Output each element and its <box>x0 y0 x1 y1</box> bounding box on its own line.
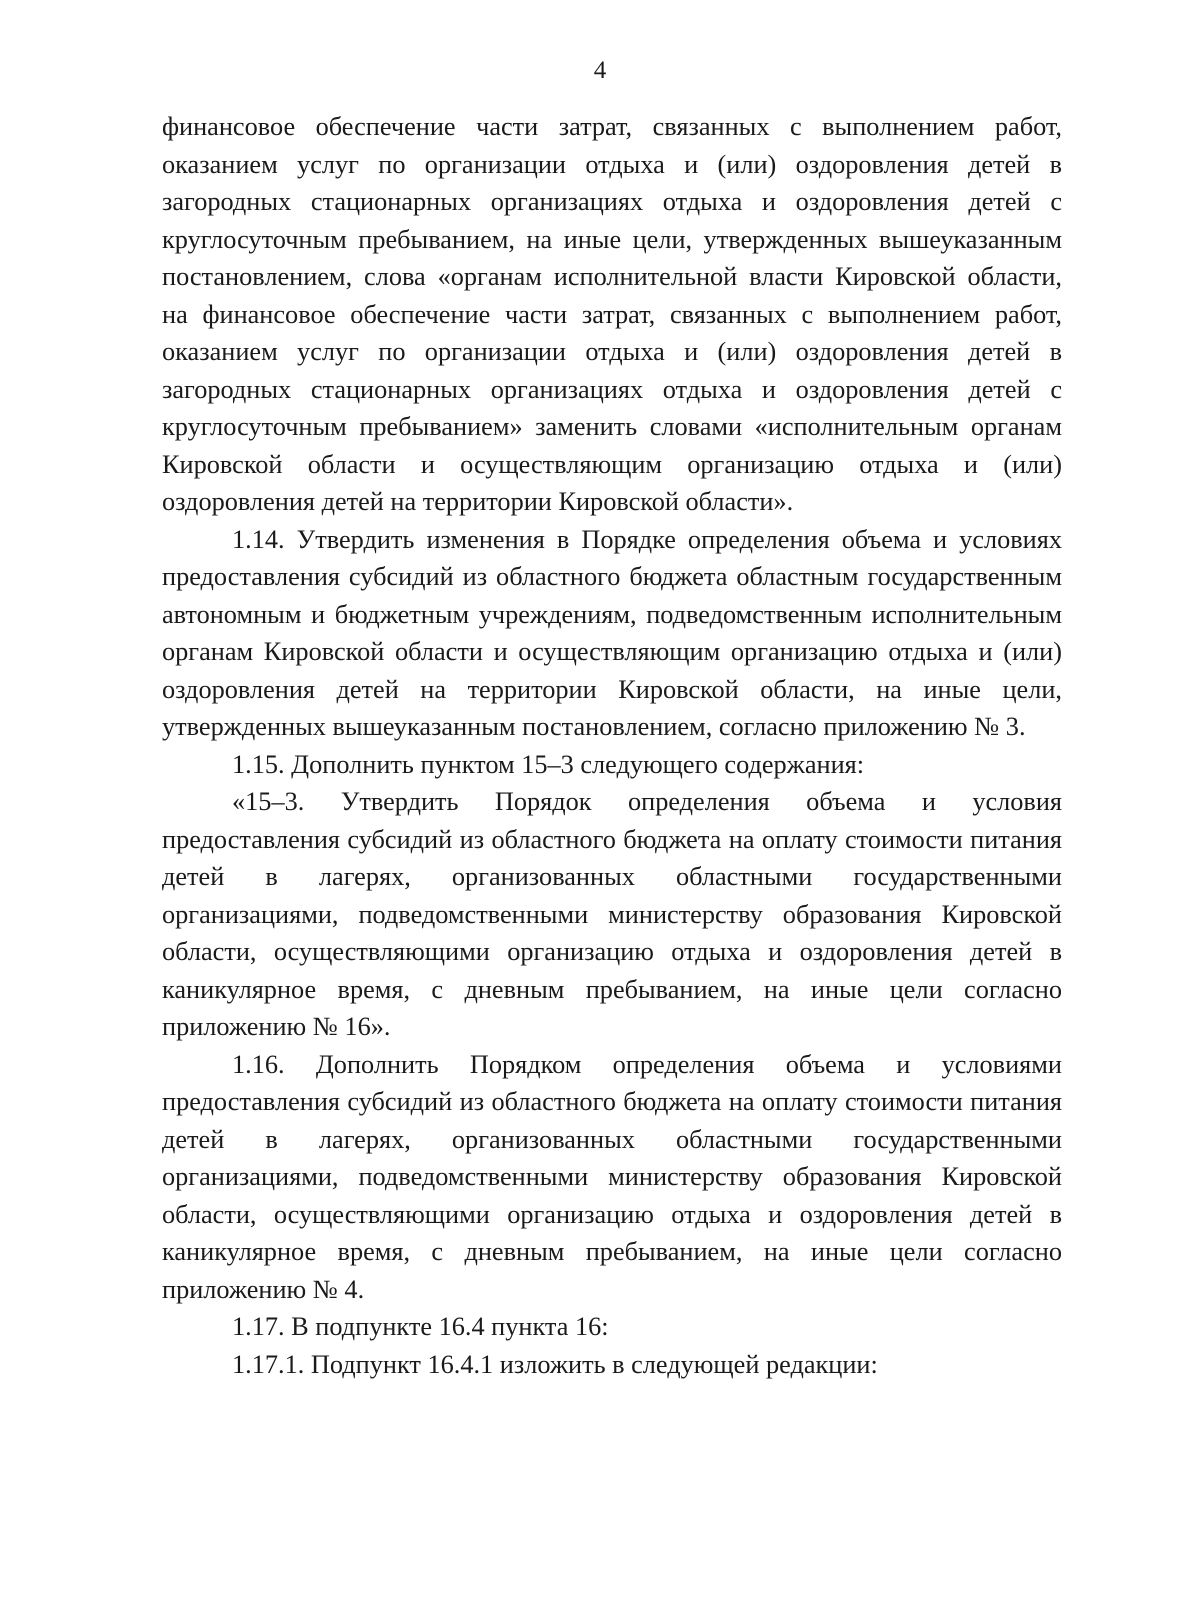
paragraph-1-17-1: 1.17.1. Подпункт 16.4.1 изложить в следующей редакции: <box>232 1349 878 1379</box>
paragraph-continuation: финансовое обеспечение части затрат, связанных с выполнением работ, оказанием услуг по организации отдыха и (или) оздоровления детей в загородных стационарных организациях отдыха и оздоровления детей с круглосуточным пребыванием, на иные цели, утвержденных вышеуказанным постановлением, слова «органам исполнительной власти Кировской области, на финансовое обеспечение части затрат, связанных с выполнением работ, оказанием услуг по организации отдыха и (или) оздоровления детей в загородных стационарных организациях отдыха и оздоровления детей с круглосуточным пребыванием» заменить словами «исполнительным органам Кировской области и осуществляющим организацию отдыха и (или) оздоровления детей на территории Кировской области». <box>162 112 1062 516</box>
paragraph-1-15: 1.15. Дополнить пунктом 15–3 следующего содержания: <box>232 749 865 779</box>
paragraph-1-16: 1.16. Дополнить Порядком определения объема и условиями предоставления субсидий из областного бюджета на оплату стоимости питания детей в лагерях, организованных областными государственными организациями, подведомственными министерству образования Кировской области, осуществляющими организацию отдыха и оздоровления детей в каникулярное время, с дневным пребыванием, на иные цели согласно приложению № 4. <box>162 1049 1062 1304</box>
paragraph-15-3-quote: «15–3. Утвердить Порядок определения объема и условия предоставления субсидий из областного бюджета на оплату стоимости питания детей в лагерях, организованных областными государственными организациями, подведомственными министерству образования Кировской области, осуществляющими организацию отдыха и оздоровления детей в каникулярное время, с дневным пребыванием, на иные цели согласно приложению № 16». <box>162 787 1062 1041</box>
paragraph-1-14: 1.14. Утвердить изменения в Порядке определения объема и условиях предоставления субсидий из областного бюджета областным государственным автономным и бюджетным учреждениям, подведомственным исполнительным органам Кировской области и осуществляющим организацию отдыха и (или) оздоровления детей на территории Кировской области, на иные цели, утвержденных вышеуказанным постановлением, согласно приложению № 3. <box>162 524 1062 741</box>
document-body <box>162 108 1062 1383</box>
paragraph-1-17: 1.17. В подпункте 16.4 пункта 16: <box>232 1312 609 1341</box>
page-number: 4 <box>593 57 607 84</box>
